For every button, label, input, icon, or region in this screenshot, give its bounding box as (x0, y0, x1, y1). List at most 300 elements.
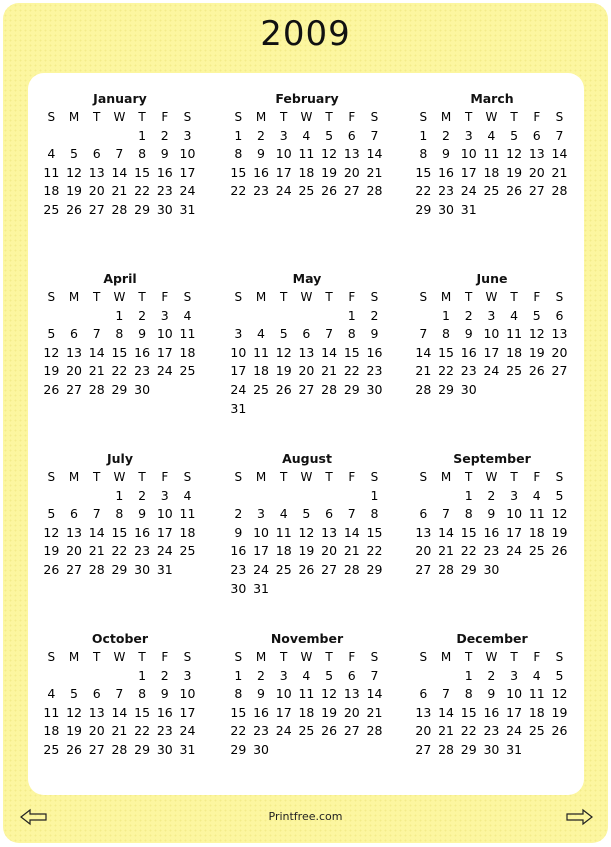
day-cell: 2 (138, 487, 147, 503)
day-cell: 9 (442, 146, 450, 162)
day-cell: 13 (343, 146, 360, 162)
day-cell: 7 (115, 686, 124, 702)
month-name: October (91, 631, 149, 646)
empty-cell (250, 487, 273, 506)
weekday-header: F (533, 110, 541, 124)
day-cell: 28 (111, 201, 128, 217)
day-cell: 5 (555, 487, 564, 503)
day-cell: 21 (111, 183, 128, 199)
day-cell: 11 (253, 344, 269, 360)
day-cell: 15 (343, 344, 360, 360)
day-cell: 15 (460, 704, 477, 720)
day-cell: 30 (156, 741, 173, 757)
day-cell: 9 (487, 686, 496, 702)
next-arrow-button[interactable] (565, 808, 593, 826)
day-cell: 28 (438, 741, 454, 757)
day-cell: 26 (321, 183, 338, 199)
day-cell: 23 (483, 723, 500, 739)
day-cell: 1 (115, 487, 124, 503)
day-cell: 8 (115, 506, 124, 522)
day-cell: 20 (321, 543, 338, 559)
day-cell: 19 (528, 344, 545, 360)
day-cell: 25 (43, 741, 60, 757)
empty-cell (435, 667, 458, 686)
day-cell: 10 (253, 524, 269, 540)
day-cell: 24 (230, 381, 247, 397)
day-cell: 7 (370, 127, 379, 143)
year-title: 2009 (260, 14, 351, 54)
day-cell: 8 (234, 146, 243, 162)
day-cell: 5 (302, 506, 311, 522)
weekday-header: W (300, 650, 313, 664)
weekday-header: S (555, 290, 564, 304)
day-cell: 15 (460, 524, 477, 540)
day-cell: 17 (275, 164, 292, 180)
day-cell: 8 (370, 506, 379, 522)
weekday-header: T (510, 110, 518, 124)
empty-cell (318, 307, 341, 326)
day-cell: 2 (487, 667, 496, 683)
day-cell: 12 (275, 344, 292, 360)
weekday-header: T (138, 110, 146, 124)
day-cell: 18 (298, 164, 315, 180)
day-grid (40, 288, 200, 400)
day-cell: 31 (460, 201, 477, 217)
weekday-header: S (370, 650, 379, 664)
day-cell: 11 (43, 704, 60, 720)
day-cell: 4 (257, 326, 265, 342)
day-cell: 16 (156, 164, 173, 180)
day-cell: 30 (483, 741, 500, 757)
day-cell: 29 (134, 201, 151, 217)
day-cell: 24 (156, 363, 173, 379)
empty-cell (250, 307, 273, 326)
day-cell: 26 (551, 543, 568, 559)
day-grid (412, 648, 572, 760)
day-cell: 30 (366, 381, 383, 397)
weekday-header: S (370, 290, 379, 304)
day-cell: 16 (483, 704, 500, 720)
day-cell: 14 (343, 524, 360, 540)
day-cell: 15 (111, 344, 128, 360)
day-cell: 13 (66, 524, 82, 540)
weekday-header: S (370, 470, 379, 484)
weekday-header: M (255, 290, 267, 304)
empty-cell (272, 307, 295, 326)
weekday-header: T (325, 470, 333, 484)
weekday-header: T (93, 110, 101, 124)
day-cell: 3 (464, 127, 473, 143)
day-cell: 20 (415, 723, 432, 739)
day-cell: 19 (298, 543, 315, 559)
day-cell: 19 (43, 543, 60, 559)
weekday-header: T (465, 110, 473, 124)
day-cell: 30 (134, 381, 151, 397)
month-name: December (456, 631, 528, 646)
day-cell: 5 (532, 307, 541, 323)
day-cell: 13 (66, 344, 82, 360)
day-cell: 6 (70, 326, 78, 342)
day-cell: 27 (66, 561, 82, 577)
empty-cell (40, 487, 63, 506)
weekday-header: T (138, 290, 146, 304)
day-cell: 4 (183, 487, 192, 503)
day-cell: 13 (415, 704, 432, 720)
month-name: January (93, 91, 147, 106)
day-cell: 13 (88, 164, 105, 180)
day-cell: 17 (275, 704, 292, 720)
weekday-header: F (348, 470, 356, 484)
day-cell: 18 (253, 363, 269, 379)
day-cell: 22 (460, 543, 477, 559)
day-cell: 31 (179, 741, 196, 757)
day-cell: 4 (47, 146, 56, 162)
weekday-header: S (183, 650, 192, 664)
weekday-header: S (370, 110, 379, 124)
day-cell: 14 (111, 704, 128, 720)
day-cell: 3 (279, 667, 288, 683)
day-cell: 8 (138, 146, 147, 162)
day-cell: 27 (321, 561, 338, 577)
day-cell: 21 (438, 543, 454, 559)
day-cell: 1 (464, 667, 473, 683)
day-cell: 13 (415, 524, 432, 540)
day-cell: 3 (510, 487, 519, 503)
day-cell: 29 (134, 741, 151, 757)
day-cell: 17 (460, 164, 477, 180)
day-cell: 1 (464, 487, 473, 503)
day-cell: 4 (302, 127, 311, 143)
day-cell: 28 (551, 183, 568, 199)
day-cell: 21 (551, 164, 568, 180)
day-cell: 30 (483, 561, 500, 577)
day-cell: 25 (179, 363, 196, 379)
day-cell: 10 (275, 146, 292, 162)
day-cell: 25 (298, 183, 315, 199)
day-cell: 5 (70, 686, 78, 702)
day-cell: 29 (343, 381, 360, 397)
day-cell: 11 (298, 146, 315, 162)
weekday-header: M (255, 650, 267, 664)
day-cell: 22 (134, 723, 151, 739)
day-cell: 18 (506, 344, 523, 360)
day-cell: 10 (156, 326, 173, 342)
day-cell: 27 (343, 723, 360, 739)
day-cell: 5 (279, 326, 288, 342)
day-cell: 19 (321, 704, 338, 720)
weekday-header: M (68, 470, 80, 484)
day-grid (40, 648, 200, 760)
day-cell: 14 (366, 146, 383, 162)
day-cell: 9 (257, 686, 265, 702)
day-cell: 21 (321, 363, 338, 379)
day-cell: 29 (460, 741, 477, 757)
day-cell: 26 (66, 741, 82, 757)
day-cell: 6 (555, 307, 564, 323)
day-cell: 18 (43, 723, 60, 739)
day-cell: 12 (321, 146, 338, 162)
day-cell: 28 (438, 561, 454, 577)
day-cell: 1 (138, 667, 147, 683)
day-cell: 15 (134, 164, 151, 180)
day-cell: 4 (47, 686, 56, 702)
month-august (227, 450, 387, 598)
day-cell: 20 (88, 723, 105, 739)
day-grid (40, 468, 200, 580)
day-cell: 9 (138, 326, 147, 342)
weekday-header: M (440, 470, 452, 484)
day-cell: 17 (179, 704, 196, 720)
weekday-header: T (280, 110, 288, 124)
day-cell: 11 (179, 506, 196, 522)
weekday-header: F (533, 470, 541, 484)
day-cell: 6 (92, 146, 101, 162)
day-cell: 29 (366, 561, 383, 577)
day-cell: 10 (179, 686, 196, 702)
day-cell: 10 (460, 146, 477, 162)
empty-cell (85, 487, 108, 506)
empty-cell (85, 667, 108, 686)
day-cell: 1 (138, 127, 147, 143)
month-october (40, 630, 200, 760)
weekday-header: W (113, 110, 126, 124)
day-cell: 1 (419, 127, 428, 143)
day-cell: 19 (321, 164, 338, 180)
day-cell: 21 (415, 363, 432, 379)
weekday-header: F (348, 650, 356, 664)
day-cell: 3 (257, 506, 265, 522)
day-cell: 15 (134, 704, 151, 720)
day-cell: 31 (230, 400, 247, 416)
day-cell: 23 (230, 561, 247, 577)
day-cell: 27 (415, 741, 432, 757)
day-grid (412, 288, 572, 400)
weekday-header: T (93, 470, 101, 484)
weekday-header: T (280, 470, 288, 484)
day-cell: 14 (438, 524, 454, 540)
day-cell: 30 (230, 580, 247, 596)
month-name: May (292, 271, 322, 286)
day-cell: 15 (415, 164, 432, 180)
day-grid (227, 108, 387, 201)
day-cell: 28 (366, 183, 383, 199)
day-cell: 26 (506, 183, 523, 199)
day-cell: 24 (179, 723, 196, 739)
day-cell: 16 (156, 704, 173, 720)
day-cell: 5 (47, 506, 56, 522)
weekday-header: T (93, 290, 101, 304)
day-cell: 2 (160, 127, 169, 143)
day-cell: 31 (506, 741, 523, 757)
weekday-header: W (485, 650, 498, 664)
day-cell: 6 (419, 686, 428, 702)
day-cell: 5 (47, 326, 56, 342)
day-cell: 25 (275, 561, 292, 577)
day-cell: 24 (460, 183, 477, 199)
month-july (40, 450, 200, 580)
empty-cell (295, 487, 318, 506)
day-cell: 23 (156, 723, 173, 739)
day-cell: 21 (88, 363, 105, 379)
day-cell: 6 (532, 127, 541, 143)
day-cell: 12 (66, 164, 82, 180)
day-cell: 11 (528, 506, 545, 522)
day-cell: 25 (528, 723, 545, 739)
day-cell: 6 (347, 667, 356, 683)
day-cell: 7 (419, 326, 428, 342)
day-cell: 24 (275, 183, 292, 199)
weekday-header: S (419, 470, 428, 484)
day-cell: 26 (298, 561, 315, 577)
empty-cell (295, 307, 318, 326)
weekday-header: M (68, 110, 80, 124)
day-cell: 10 (506, 686, 523, 702)
day-cell: 24 (275, 723, 292, 739)
weekday-header: W (485, 110, 498, 124)
day-grid (227, 288, 387, 418)
day-cell: 2 (234, 506, 243, 522)
day-cell: 18 (179, 344, 196, 360)
day-cell: 10 (156, 506, 173, 522)
right-arrow-icon (565, 808, 593, 826)
footer-site-link[interactable]: Printfree.com (268, 810, 343, 823)
day-cell: 6 (325, 506, 334, 522)
weekday-header: T (325, 110, 333, 124)
day-cell: 6 (92, 686, 101, 702)
day-cell: 31 (179, 201, 196, 217)
day-cell: 17 (506, 524, 523, 540)
day-grid (227, 468, 387, 598)
day-cell: 29 (415, 201, 432, 217)
day-cell: 25 (43, 201, 60, 217)
day-cell: 21 (366, 164, 383, 180)
day-cell: 1 (442, 307, 450, 323)
day-cell: 19 (551, 524, 568, 540)
weekday-header: W (300, 110, 313, 124)
day-cell: 22 (230, 723, 247, 739)
month-june (412, 270, 572, 400)
day-cell: 29 (230, 741, 247, 757)
day-cell: 23 (483, 543, 500, 559)
day-cell: 24 (506, 723, 523, 739)
day-cell: 31 (156, 561, 173, 577)
empty-cell (63, 667, 86, 686)
day-cell: 24 (179, 183, 196, 199)
day-cell: 17 (483, 344, 500, 360)
day-cell: 17 (230, 363, 247, 379)
day-cell: 11 (528, 686, 545, 702)
month-february (227, 90, 387, 201)
month-name: April (103, 271, 137, 286)
day-cell: 27 (551, 363, 568, 379)
day-cell: 7 (325, 326, 334, 342)
day-cell: 7 (442, 506, 450, 522)
day-cell: 15 (111, 524, 128, 540)
day-cell: 18 (179, 524, 196, 540)
day-cell: 8 (347, 326, 356, 342)
day-cell: 19 (275, 363, 292, 379)
day-cell: 20 (415, 543, 432, 559)
day-cell: 20 (343, 704, 360, 720)
day-cell: 13 (343, 686, 360, 702)
day-cell: 16 (366, 344, 383, 360)
day-cell: 18 (528, 704, 545, 720)
day-cell: 4 (532, 487, 541, 503)
day-cell: 21 (88, 543, 105, 559)
weekday-header: S (419, 110, 428, 124)
empty-cell (40, 127, 63, 146)
day-cell: 28 (321, 381, 338, 397)
weekday-header: M (255, 110, 267, 124)
day-cell: 23 (366, 363, 383, 379)
day-cell: 7 (92, 506, 101, 522)
weekday-header: S (47, 650, 56, 664)
weekday-header: S (234, 650, 243, 664)
month-name: November (270, 631, 344, 646)
day-cell: 14 (438, 704, 454, 720)
day-cell: 3 (234, 326, 243, 342)
day-cell: 12 (43, 344, 60, 360)
day-cell: 31 (253, 580, 269, 596)
day-cell: 22 (111, 543, 128, 559)
day-cell: 25 (506, 363, 523, 379)
day-cell: 22 (438, 363, 454, 379)
day-cell: 22 (111, 363, 128, 379)
weekday-header: T (138, 470, 146, 484)
day-cell: 4 (183, 307, 192, 323)
weekday-header: F (348, 110, 356, 124)
day-cell: 1 (370, 487, 379, 503)
day-cell: 2 (257, 127, 265, 143)
day-cell: 30 (134, 561, 151, 577)
day-cell: 29 (111, 561, 128, 577)
day-cell: 24 (156, 543, 173, 559)
empty-cell (435, 487, 458, 506)
weekday-header: T (138, 650, 146, 664)
day-cell: 8 (442, 326, 450, 342)
day-cell: 26 (321, 723, 338, 739)
month-april (40, 270, 200, 400)
weekday-header: M (440, 110, 452, 124)
day-cell: 9 (370, 326, 379, 342)
day-cell: 10 (506, 506, 523, 522)
weekday-header: T (93, 650, 101, 664)
weekday-header: S (555, 110, 564, 124)
day-cell: 21 (343, 543, 360, 559)
empty-cell (63, 307, 86, 326)
day-cell: 2 (442, 127, 450, 143)
day-cell: 24 (483, 363, 500, 379)
day-cell: 26 (275, 381, 292, 397)
day-cell: 14 (111, 164, 128, 180)
day-cell: 24 (506, 543, 523, 559)
weekday-header: S (419, 650, 428, 664)
weekday-header: F (533, 650, 541, 664)
day-cell: 12 (551, 506, 568, 522)
weekday-header: M (68, 290, 80, 304)
day-cell: 10 (179, 146, 196, 162)
weekday-header: W (113, 470, 126, 484)
day-cell: 16 (460, 344, 477, 360)
day-cell: 12 (66, 704, 82, 720)
day-cell: 8 (138, 686, 147, 702)
day-cell: 20 (66, 543, 82, 559)
weekday-header: F (533, 290, 541, 304)
day-cell: 25 (528, 543, 545, 559)
day-cell: 1 (234, 667, 243, 683)
empty-cell (318, 487, 341, 506)
day-cell: 23 (134, 363, 151, 379)
